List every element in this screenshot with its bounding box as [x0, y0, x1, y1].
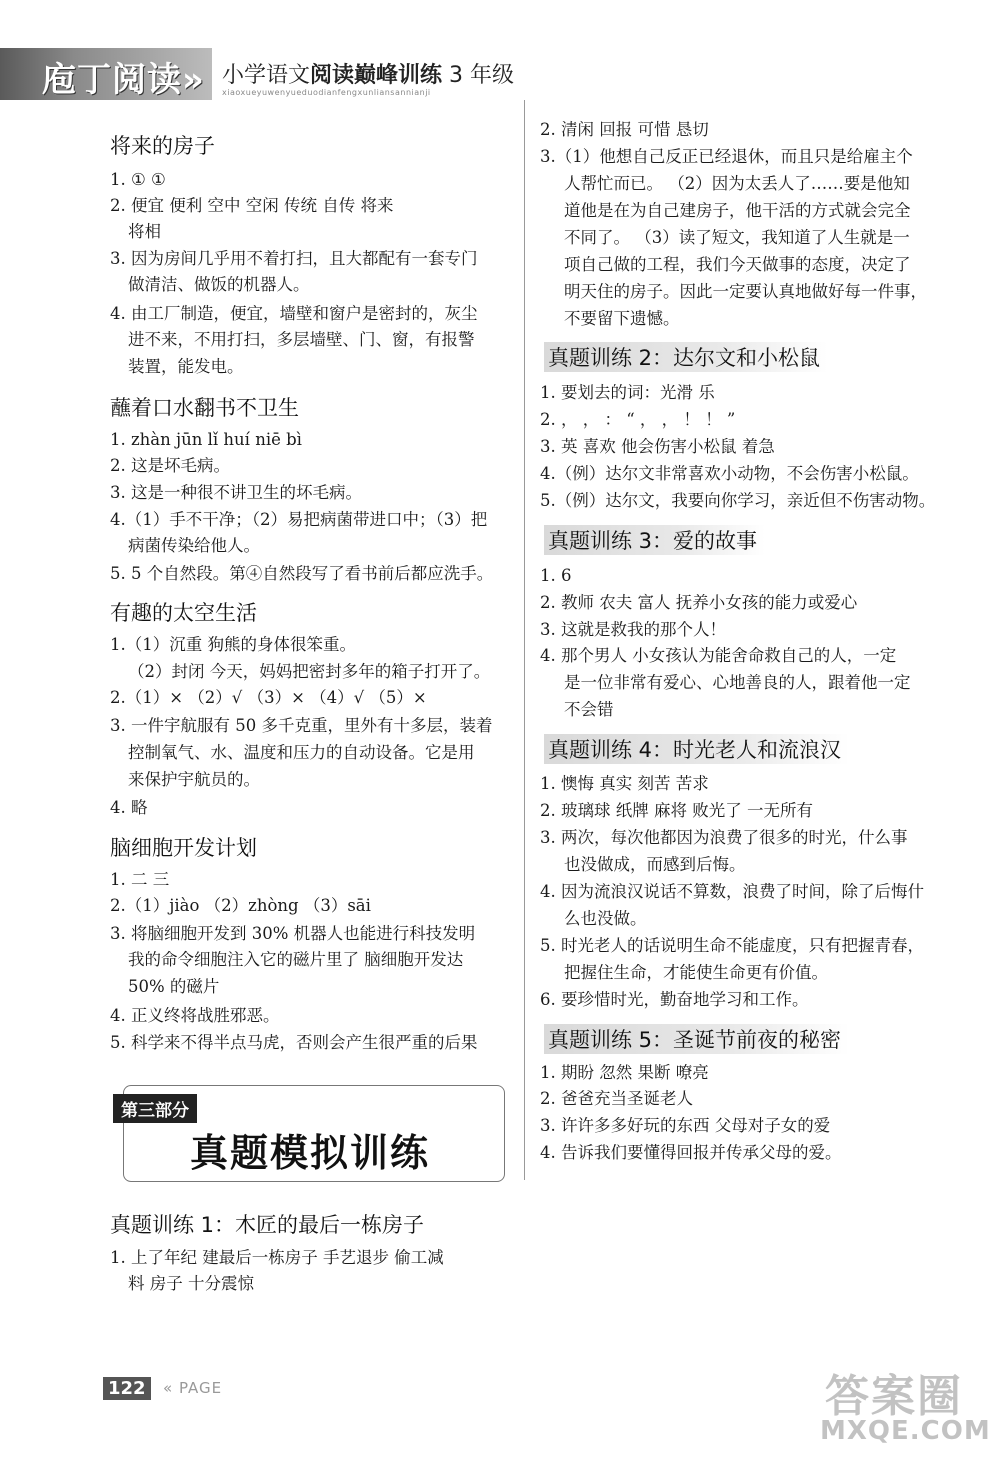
section-title-christmas-eve: 真题训练 5：圣诞节前夜的秘密	[544, 1024, 849, 1054]
watermark-logo: 答案圈	[825, 1371, 963, 1422]
answer-line: 3.（1）他想自己反正已经退休，而且只是给雇主个	[540, 147, 913, 166]
answer-line: 4. 正义终将战胜邪恶。	[110, 1006, 280, 1025]
answer-line: 3. 因为房间几乎用不着打扫，且大都配有一套专门	[110, 249, 478, 268]
answer-line: 2. 这是坏毛病。	[110, 456, 230, 475]
page-label: « PAGE	[163, 1379, 223, 1397]
answer-line: 5. 时光老人的话说明生命不能虚度，只有把握青春，	[540, 936, 924, 955]
answer-line: 2. 爸爸充当圣诞老人	[540, 1089, 693, 1108]
answer-line: 不会错	[564, 700, 614, 719]
answer-line: 5.（例）达尔文，我要向你学习，亲近但不伤害动物。	[540, 491, 936, 510]
answer-line: 也没做成，而感到后悔。	[564, 855, 746, 874]
answer-line: 4. 因为流浪汉说话不算数，浪费了时间，除了后悔什	[540, 882, 924, 901]
series-title	[222, 58, 514, 89]
answer-line: 2. 玻璃球 纸牌 麻将 败光了 一无所有	[540, 801, 813, 820]
answer-line: 3. 许许多多好玩的东西 父母对子女的爱	[540, 1116, 831, 1135]
answer-line: 3. 这是一种很不讲卫生的坏毛病。	[110, 483, 362, 502]
section-title-saliva-book: 蘸着口水翻书不卫生	[110, 396, 299, 420]
answer-line: 3. 一件宇航服有 50 多千克重，里外有十多层，装着	[110, 716, 493, 735]
section-title-love-story: 真题训练 3：爱的故事	[544, 525, 765, 555]
answer-line: 3. 两次，每次他都因为浪费了很多的时光，什么事	[540, 828, 908, 847]
section-title-future-house: 将来的房子	[110, 134, 215, 158]
answer-line: 5. 科学来不得半点马虎，否则会产生很严重的后果	[110, 1033, 478, 1052]
answer-line: 4. 略	[110, 798, 148, 817]
series-name: 阅读巅峰训练	[310, 63, 443, 88]
answer-line: 1. ① ①	[110, 170, 166, 189]
answer-line: 4. 那个男人 小女孩认为能舍命救自己的人，一定	[540, 646, 897, 665]
answer-line: 不要留下遗憾。	[564, 309, 680, 328]
answer-line: 1. 要划去的词：光滑 乐	[540, 383, 715, 402]
answer-line: 2. 便宜 便利 空中 空闲 传统 自传 将来	[110, 196, 394, 215]
answer-line: 道他是在为自己建房子，他干活的方式就会完全	[564, 201, 911, 220]
answer-line: 进不来，不用打扫，多层墙壁、门、窗，有报警	[128, 330, 475, 349]
part-title: 真题模拟训练	[190, 1131, 431, 1175]
answer-line: 3. 英 喜欢 他会伤害小松鼠 着急	[540, 437, 775, 456]
answer-line: 2.（1）× （2）√ （3）× （4）√ （5）×	[110, 688, 427, 707]
answer-line: 控制氧气、水、温度和压力的自动设备。它是用	[128, 743, 475, 762]
answer-line: 料 房子 十分震惊	[128, 1274, 254, 1293]
answer-line: 3. 这就是救我的那个人！	[540, 620, 726, 639]
answer-line: 病菌传染给他人。	[128, 536, 260, 555]
answer-line: 4.（例）达尔文非常喜欢小动物，不会伤害小松鼠。	[540, 464, 919, 483]
answer-line: 1. zhàn jūn lǐ huí niē bì	[110, 430, 302, 449]
answer-line: 4. 由工厂制造，便宜，墙壁和窗户是密封的，灰尘	[110, 304, 478, 323]
answer-line: 不同了。 （3）读了短文，我知道了人生就是一	[564, 228, 910, 247]
answer-line: 么也没做。	[564, 909, 647, 928]
answer-line: 1.（1）沉重 狗熊的身体很笨重。	[110, 635, 356, 654]
answer-line: 来保护宇航员的。	[128, 770, 260, 789]
section-title-carpenter: 真题训练 1：木匠的最后一栋房子	[110, 1213, 425, 1237]
series-subject: 小学语文	[222, 63, 311, 88]
section-title-darwin: 真题训练 2：达尔文和小松鼠	[544, 342, 828, 372]
answer-line: 是一位非常有爱心、心地善良的人，跟着他一定	[564, 673, 911, 692]
part-badge: 第三部分	[113, 1094, 197, 1123]
answer-line: 把握住生命，才能使生命更有价值。	[564, 963, 828, 982]
brand-logo: 庖丁阅读»	[42, 60, 205, 100]
watermark-url: MXQE.COM	[820, 1416, 991, 1446]
answer-line: 50% 的磁片	[128, 977, 220, 996]
answer-line: 1. 懊悔 真实 刻苦 苦求	[540, 774, 709, 793]
column-divider	[524, 100, 525, 1180]
answer-line: 明天住的房子。因此一定要认真地做好每一件事，	[564, 282, 927, 301]
answer-line: 2. 教师 农夫 富人 抚养小女孩的能力或爱心	[540, 593, 858, 612]
section-title-space-life: 有趣的太空生活	[110, 601, 257, 625]
series-grade: 3 年级	[442, 63, 515, 88]
answer-line: 项自己做的工程，我们今天做事的态度，决定了	[564, 255, 911, 274]
answer-line: 1. 期盼 忽然 果断 嘹亮	[540, 1063, 709, 1082]
answer-line: （2）封闭 今天，妈妈把密封多年的箱子打开了。	[128, 662, 491, 681]
answer-line: 装置，能发电。	[128, 357, 244, 376]
answer-line: 1. 6	[540, 566, 572, 585]
answer-line: 1. 二 三	[110, 870, 170, 889]
answer-line: 6. 要珍惜时光，勤奋地学习和工作。	[540, 990, 809, 1009]
answer-line: 4. 告诉我们要懂得回报并传承父母的爱。	[540, 1143, 842, 1162]
answer-line: 人帮忙而已。 （2）因为太丢人了……要是他知	[564, 174, 910, 193]
answer-line: 2. ， ， ： “ ， ， ！ ！ ”	[540, 410, 736, 429]
section-title-brain-cell: 脑细胞开发计划	[110, 836, 257, 860]
answer-line: 2. 清闲 回报 可惜 恳切	[540, 120, 709, 139]
answer-line: 4.（1）手不干净；（2）易把病菌带进口中；（3）把	[110, 510, 488, 529]
answer-line: 1. 上了年纪 建最后一栋房子 手艺退步 偷工减	[110, 1248, 444, 1267]
section-title-time-old-man: 真题训练 4：时光老人和流浪汉	[544, 734, 849, 764]
answer-line: 做清洁、做饭的机器人。	[128, 275, 310, 294]
answer-line: 将相	[128, 222, 161, 241]
answer-line: 3. 将脑细胞开发到 30% 机器人也能进行科技发明	[110, 924, 476, 943]
answer-line: 2.（1）jiào （2）zhòng （3）sāi	[110, 896, 371, 915]
page-number: 122	[103, 1377, 151, 1400]
answer-line: 我的命令细胞注入它的磁片里了 脑细胞开发达	[128, 950, 464, 969]
answer-line: 5. 5 个自然段。第④自然段写了看书前后都应洗手。	[110, 564, 494, 583]
series-pinyin: xiaoxueyuwenyueduodianfengxunliansannianji	[222, 88, 431, 97]
